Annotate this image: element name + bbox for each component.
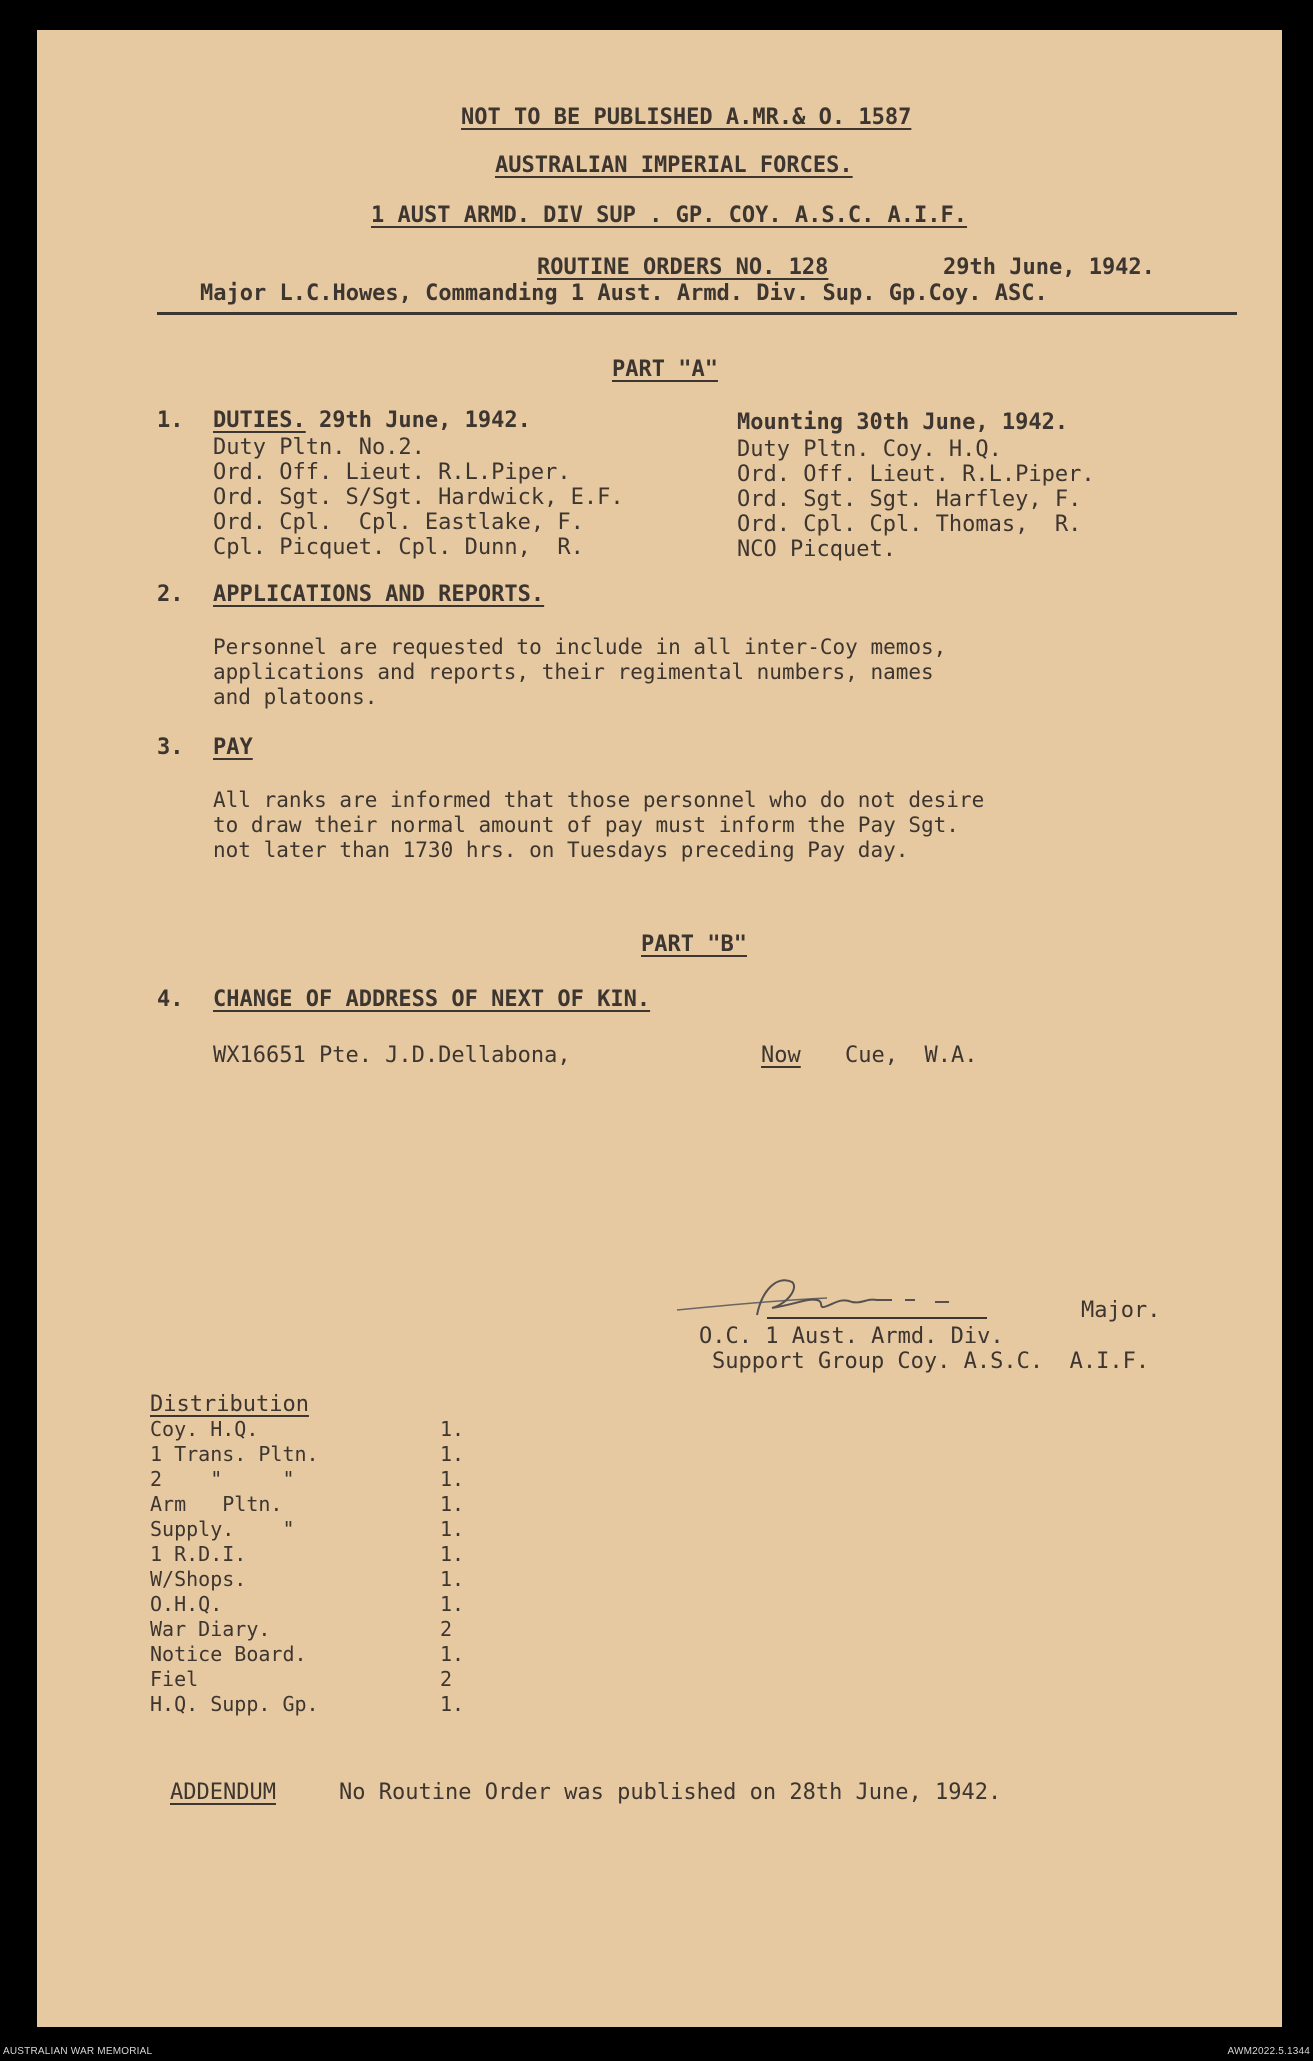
distribution-item: 1 Trans. Pltn. [150,1442,319,1466]
distribution-item: Coy. H.Q. [150,1417,259,1441]
duties-right-line: NCO Picquet. [737,537,896,562]
item-number: 1. [157,408,184,433]
duties-left-date: 29th June, 1942. [305,408,531,433]
duties-left-line: Duty Pltn. No.2. [213,435,425,460]
distribution-qty: 1. [440,1592,465,1616]
signatory-rank: Major. [1081,1298,1161,1323]
pay-heading: PAY [213,735,253,760]
addendum-label: ADDENDUM [170,1780,276,1805]
distribution-item: W/Shops. [150,1567,247,1591]
distribution-item: H.Q. Supp. Gp. [150,1692,319,1716]
part-a-title: PART "A" [612,357,718,382]
duties-right-line: Duty Pltn. Coy. H.Q. [737,437,1002,462]
duties-heading-line [213,408,531,434]
part-b-title: PART "B" [641,932,747,957]
distribution-item: Notice Board. [150,1642,307,1666]
duties-left-line: Cpl. Picquet. Cpl. Dunn, R. [213,535,584,560]
next-of-kin-entry: WX16651 Pte. J.D.Dellabona, [213,1043,571,1068]
applications-text-line: and platoons. [213,685,378,709]
distribution-qty: 2 [440,1667,453,1691]
applications-text-line: applications and reports, their regimental numbers, names [213,660,934,684]
distribution-item: O.H.Q. [150,1592,223,1616]
distribution-title: Distribution [150,1392,309,1417]
duties-left-line: Ord. Cpl. Cpl. Eastlake, F. [213,510,584,535]
distribution-qty: 1. [440,1517,465,1541]
duties-heading: DUTIES. [213,408,306,433]
distribution-item: Fiel [150,1667,199,1691]
applications-heading: APPLICATIONS AND REPORTS. [213,582,545,607]
item-number: 4. [157,987,184,1012]
distribution-item: 1 R.D.I. [150,1542,247,1566]
distribution-qty: 1. [440,1642,465,1666]
duties-left-line: Ord. Off. Lieut. R.L.Piper. [213,460,571,485]
pay-text-line: All ranks are informed that those personnel who do not desire [213,788,985,812]
header-rule [157,312,1237,315]
signatory-line: O.C. 1 Aust. Armd. Div. [699,1324,1004,1349]
distribution-qty: 1. [440,1567,465,1591]
distribution-qty: 1. [440,1467,465,1491]
order-date: 29th June, 1942. [943,255,1155,280]
signatory-line: Support Group Coy. A.S.C. A.I.F. [712,1349,1150,1374]
duties-right-line: Ord. Cpl. Cpl. Thomas, R. [737,512,1082,537]
item-number: 3. [157,735,184,760]
duties-right-line: Ord. Sgt. Sgt. Harfley, F. [737,487,1082,512]
distribution-qty: 1. [440,1492,465,1516]
distribution-item: Arm Pltn. [150,1492,283,1516]
distribution-qty: 1. [440,1442,465,1466]
next-of-kin-location: Cue, W.A. [845,1043,978,1068]
commanding-officer-line: Major L.C.Howes, Commanding 1 Aust. Armd. Div. Sup. Gp.Coy. ASC. [200,281,1048,306]
classification-line: NOT TO BE PUBLISHED A.MR.& O. 1587 [461,105,912,130]
pay-text-line: not later than 1730 hrs. on Tuesdays preceding Pay day. [213,838,909,862]
distribution-item: Supply. " [150,1517,295,1541]
duties-right-line: Ord. Off. Lieut. R.L.Piper. [737,462,1095,487]
distribution-qty: 2 [440,1617,453,1641]
distribution-qty: 1. [440,1417,465,1441]
footer-accession-number: AWM2022.5.1344 [1227,2046,1310,2057]
distribution-qty: 1. [440,1542,465,1566]
duties-right-date: Mounting 30th June, 1942. [737,410,1069,435]
now-label: Now [761,1043,801,1068]
document-page [37,30,1282,2027]
duties-left-line: Ord. Sgt. S/Sgt. Hardwick, E.F. [213,485,624,510]
addendum-text: No Routine Order was published on 28th June, 1942. [339,1780,1002,1805]
unit-title: 1 AUST ARMD. DIV SUP . GP. COY. A.S.C. A.I.F. [371,203,968,228]
distribution-qty: 1. [440,1692,465,1716]
item-number: 2. [157,582,184,607]
change-of-address-heading: CHANGE OF ADDRESS OF NEXT OF KIN. [213,987,651,1012]
pay-text-line: to draw their normal amount of pay must inform the Pay Sgt. [213,813,959,837]
routine-orders-number: ROUTINE ORDERS NO. 128 [537,255,829,280]
footer-credit: AUSTRALIAN WAR MEMORIAL [3,2046,153,2057]
distribution-item: 2 " " [150,1467,295,1491]
distribution-item: War Diary. [150,1617,271,1641]
applications-text-line: Personnel are requested to include in all inter-Coy memos, [213,635,947,659]
force-title: AUSTRALIAN IMPERIAL FORCES. [495,153,853,178]
